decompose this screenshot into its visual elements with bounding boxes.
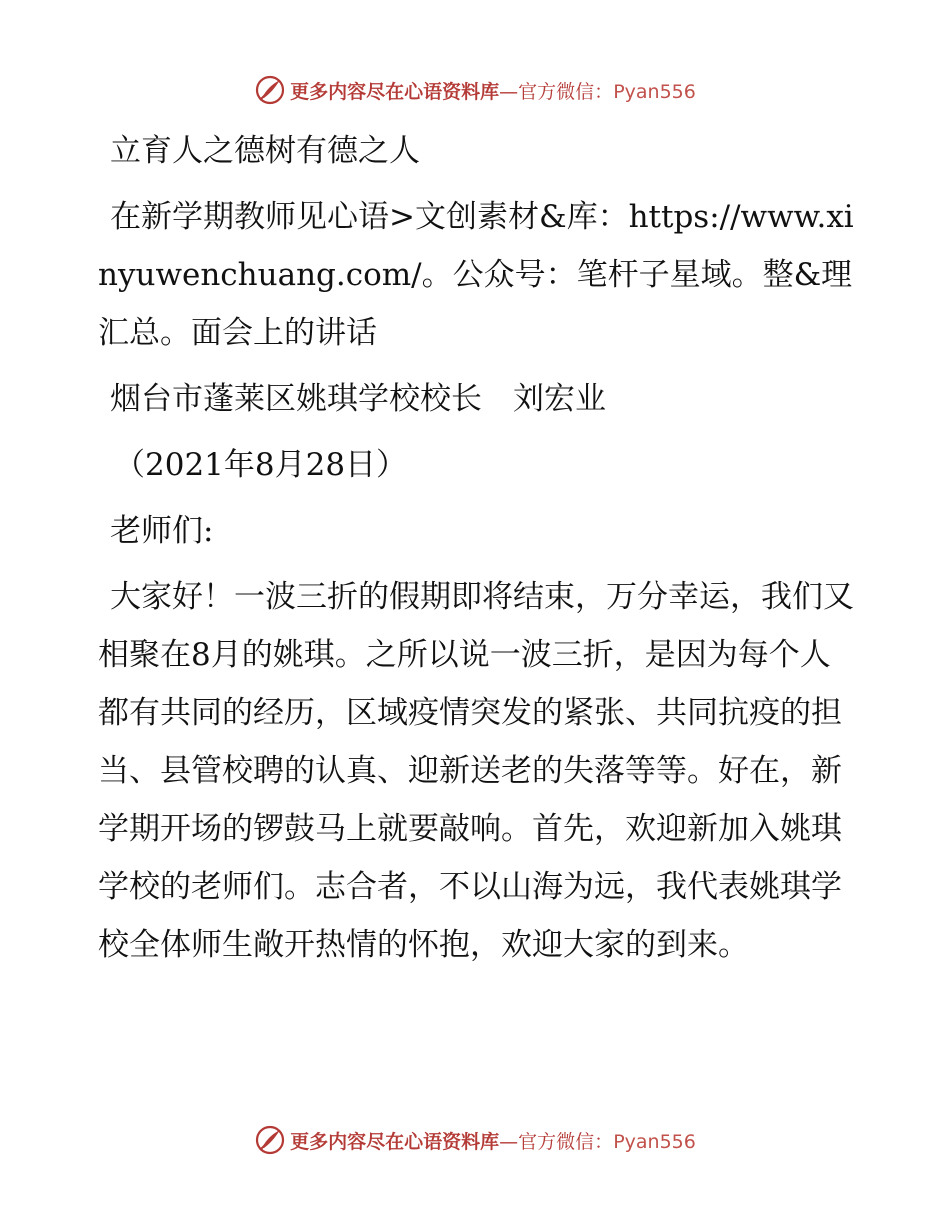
feather-logo-icon	[254, 1124, 286, 1156]
footer-banner-text	[290, 1127, 696, 1154]
footer-wechat-label: 官方微信：	[518, 1130, 614, 1153]
header-brand-text: 更多内容尽在心语资料库	[290, 80, 500, 103]
header-banner	[0, 70, 950, 110]
document-body	[98, 122, 858, 982]
feather-logo-icon	[254, 74, 286, 106]
footer-brand-text: 更多内容尽在心语资料库	[290, 1130, 500, 1153]
header-account: Pyan556	[613, 80, 696, 103]
header-banner-text	[290, 77, 696, 104]
document-paragraph: 大家好！一波三折的假期即将结束，万分幸运，我们又相聚在8月的姚琪。之所以说一波三折，是因为每个人都有共同的经历，区域疫情突发的紧张、共同抗疫的担当、县管校聘的认真、迎新送老的失落等等。好在，新学期开场的锣鼓马上就要敲响。首先，欢迎新加入姚琪学校的老师们。志合者，不以山海为远，我代表姚琪学校全体师生敞开热情的怀抱，欢迎大家的到来。	[98, 579, 854, 963]
document-author: 烟台市蓬莱区姚琪学校校长 刘宏业	[110, 381, 606, 417]
footer-account: Pyan556	[613, 1130, 696, 1153]
document-title: 立育人之德树有德之人	[110, 133, 420, 169]
document-subtitle: 在新学期教师见心语>文创素材&库：https://www.xinyuwenchuang.com/。公众号：笔杆子星域。整&理汇总。面会上的讲话	[98, 199, 854, 351]
footer-dash: —	[499, 1130, 519, 1153]
document-salutation: 老师们:	[110, 513, 214, 549]
header-wechat-label: 官方微信：	[518, 80, 614, 103]
footer-banner	[0, 1120, 950, 1160]
document-date: （2021年8月28日）	[114, 447, 408, 483]
header-dash: —	[499, 80, 519, 103]
